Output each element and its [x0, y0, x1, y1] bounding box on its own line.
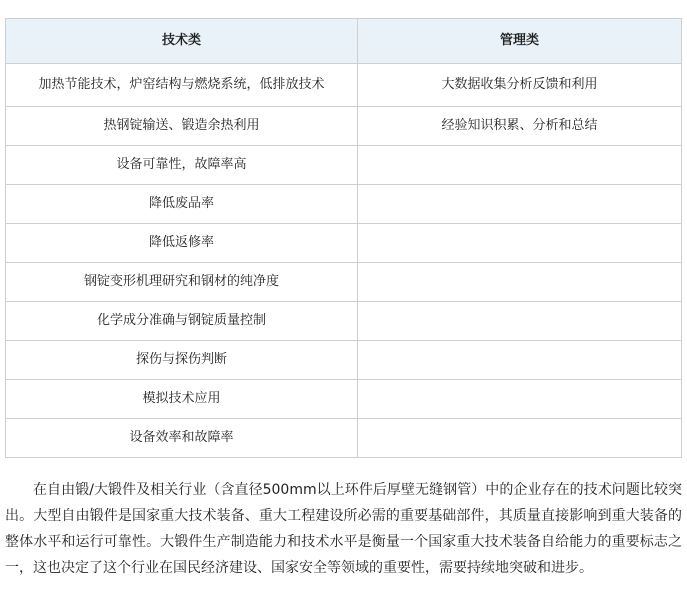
technical-cell: 钢锭变形机理研究和钢材的纯净度: [6, 263, 358, 302]
management-cell: [358, 419, 682, 458]
table-row: [6, 185, 682, 224]
technical-cell: 热钢锭输送、锻造余热利用: [6, 107, 358, 146]
body-paragraph: 在自由锻/大锻件及相关行业（含直径500mm以上环件后厚壁无缝钢管）中的企业存在的技术问题比较突出。大型自由锻件是国家重大技术装备、重大工程建设所必需的重要基础部件，其质量直接影响到重大装备的整体水平和运行可靠性。大锻件生产制造能力和技术水平是衡量一个国家重大技术装备自给能力的重要标志之一，这也决定了这个行业在国民经济建设、国家安全等领域的重要性，需要持续地突破和进步。: [5, 482, 682, 576]
table-row: [6, 64, 682, 107]
management-cell: [358, 341, 682, 380]
comparison-table: [5, 18, 682, 458]
technical-cell: 降低废品率: [6, 185, 358, 224]
technical-cell: 降低返修率: [6, 224, 358, 263]
table-header-row: [6, 19, 682, 64]
table-row: [6, 263, 682, 302]
table-row: [6, 341, 682, 380]
table-row: [6, 107, 682, 146]
header-management: 管理类: [358, 19, 682, 64]
table-row: [6, 302, 682, 341]
management-cell: [358, 302, 682, 341]
management-cell: 经验知识积累、分析和总结: [358, 107, 682, 146]
table-row: [6, 224, 682, 263]
table-row: [6, 380, 682, 419]
management-cell: [358, 263, 682, 302]
table-row: [6, 146, 682, 185]
management-cell: 大数据收集分析反馈和利用: [358, 64, 682, 107]
technical-cell: 化学成分准确与钢锭质量控制: [6, 302, 358, 341]
technical-cell: 设备可靠性，故障率高: [6, 146, 358, 185]
management-cell: [358, 185, 682, 224]
management-cell: [358, 146, 682, 185]
management-cell: [358, 224, 682, 263]
technical-cell: 加热节能技术，炉窑结构与燃烧系统，低排放技术: [6, 64, 358, 107]
table-row: [6, 419, 682, 458]
technical-cell: 模拟技术应用: [6, 380, 358, 419]
management-cell: [358, 380, 682, 419]
header-technical: 技术类: [6, 19, 358, 64]
technical-cell: 设备效率和故障率: [6, 419, 358, 458]
technical-cell: 探伤与探伤判断: [6, 341, 358, 380]
